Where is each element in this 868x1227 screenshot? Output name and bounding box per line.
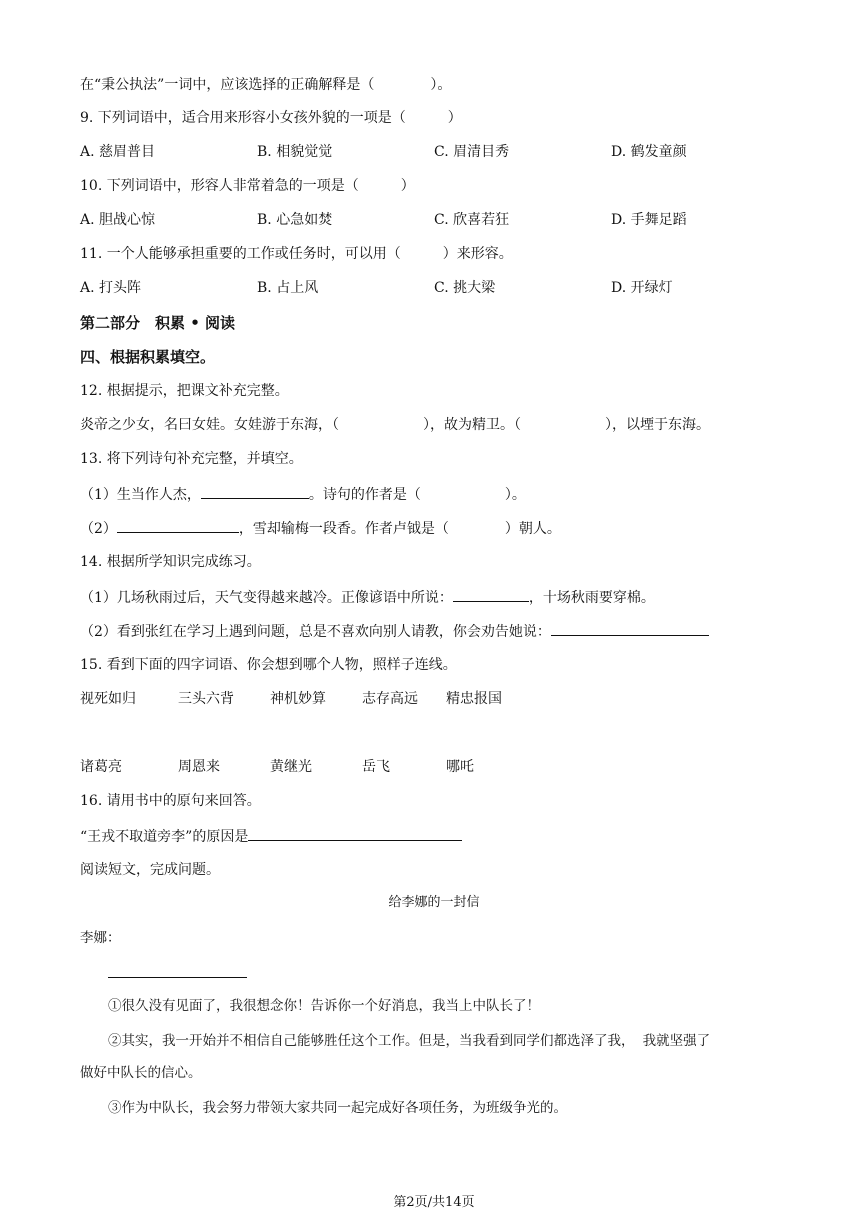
q15-word-3[interactable]: 神机妙算 (270, 691, 326, 707)
q9-option-c[interactable]: C. 眉清目秀 (434, 144, 510, 160)
q15-person-5[interactable]: 哪吒 (446, 759, 474, 775)
letter-paragraph-2a: ②其实，我一开始并不相信自己能够胜任这个工作。但是，当我看到同学们都选泽了我， 我就坚强了 (108, 1033, 711, 1049)
q13-line2-suffix: ，雪却输梅一段香。作者卢钺是（ ）朝人。 (238, 521, 561, 537)
q14-blank2[interactable] (551, 621, 709, 636)
q15-word-5[interactable]: 精忠报国 (446, 691, 502, 707)
q16-blank[interactable] (248, 826, 462, 841)
letter-paragraph-2b: 做好中队长的信心。 (80, 1065, 202, 1081)
q13-line2-prefix: （2） (80, 521, 117, 537)
q9-stem: 9. 下列词语中，适合用来形容小女孩外貌的一项是（ ） (80, 110, 462, 126)
q15-stem: 15. 看到下面的四字词语、你会想到哪个人物，照样子连线。 (80, 657, 457, 673)
q11-option-b[interactable]: B. 占上风 (257, 280, 319, 296)
q15-person-2[interactable]: 周恩来 (178, 759, 220, 775)
q11-option-a[interactable]: A. 打头阵 (80, 280, 142, 296)
q10-option-b[interactable]: B. 心急如焚 (257, 212, 333, 228)
q14-line1 (80, 587, 655, 608)
q14-line1-prefix: （1）几场秋雨过后，天气变得越来越冷。正像谚语中所说： (80, 590, 453, 606)
q14-blank1[interactable] (453, 587, 529, 602)
q10-stem: 10. 下列词语中，形容人非常着急的一项是（ ） (80, 178, 415, 194)
q11-stem: 11. 一个人能够承担重要的工作或任务时，可以用（ ）来形容。 (80, 246, 513, 262)
q14-line2 (80, 621, 709, 642)
reading-intro: 阅读短文，完成问题。 (80, 862, 220, 878)
q9-option-d[interactable]: D. 鹤发童颜 (611, 144, 687, 160)
q13-blank1[interactable] (201, 484, 309, 499)
q15-person-3[interactable]: 黄继光 (270, 759, 312, 775)
q14-stem: 14. 根据所学知识完成练习。 (80, 554, 261, 570)
q13-blank2[interactable] (117, 518, 239, 533)
letter-paragraph-1: ①很久没有见面了，我很想念你！告诉你一个好消息，我当上中队长了！ (108, 998, 540, 1014)
page-footer: 第2页/共14页 (393, 1195, 475, 1210)
q13-line2 (80, 518, 561, 539)
q16-prefix: “王戎不取道旁李”的原因是 (80, 829, 249, 845)
q15-person-1[interactable]: 诸葛亮 (80, 759, 122, 775)
q15-person-4[interactable]: 岳飞 (362, 759, 390, 775)
q13-line1-suffix: 。诗句的作者是（ ）。 (308, 487, 526, 503)
letter-salutation: 李娜： (80, 930, 121, 946)
q9-option-b[interactable]: B. 相貌觉觉 (257, 144, 333, 160)
q9-option-a[interactable]: A. 慈眉普目 (80, 144, 156, 160)
q10-option-a[interactable]: A. 胆战心惊 (80, 212, 156, 228)
q16-stem: 16. 请用书中的原句来回答。 (80, 793, 261, 809)
q16-line (80, 826, 462, 847)
section4-title: 四、根据积累填空。 (80, 348, 216, 366)
q15-word-1[interactable]: 视死如归 (80, 691, 136, 707)
q13-line1 (80, 484, 526, 505)
q10-option-c[interactable]: C. 欣喜若狂 (434, 212, 510, 228)
q12-stem: 12. 根据提示，把课文补充完整。 (80, 383, 289, 399)
q15-word-4[interactable]: 志存高远 (362, 691, 418, 707)
q14-line1-suffix: ，十场秋雨要穿棉。 (528, 590, 655, 606)
q11-option-d[interactable]: D. 开绿灯 (611, 280, 673, 296)
letter-paragraph-3: ③作为中队长，我会努力带领大家共同一起完成好各项任务，为班级争光的。 (108, 1100, 567, 1116)
letter-title: 给李娜的一封信 (388, 895, 480, 910)
q12-fill-line: 炎帝之少女，名曰女娃。女娃游于东海，（ ），故为精卫。（ ），以堙于东海。 (80, 417, 710, 433)
q14-line2-prefix: （2）看到张红在学习上遇到问题，总是不喜欢向别人请教，你会劝告她说： (80, 624, 551, 640)
q8-tail-text: 在“秉公执法”一词中，应该选择的正确解释是（ ）。 (80, 77, 452, 93)
q13-line1-prefix: （1）生当作人杰， (80, 487, 201, 503)
q11-option-c[interactable]: C. 挑大梁 (434, 280, 496, 296)
q15-word-2[interactable]: 三头六背 (178, 691, 234, 707)
q10-option-d[interactable]: D. 手舞足蹈 (611, 212, 687, 228)
part2-title: 第二部分 积累 • 阅读 (80, 314, 236, 332)
q13-stem: 13. 将下列诗句补充完整，并填空。 (80, 451, 303, 467)
letter-blank-line[interactable] (108, 977, 247, 978)
